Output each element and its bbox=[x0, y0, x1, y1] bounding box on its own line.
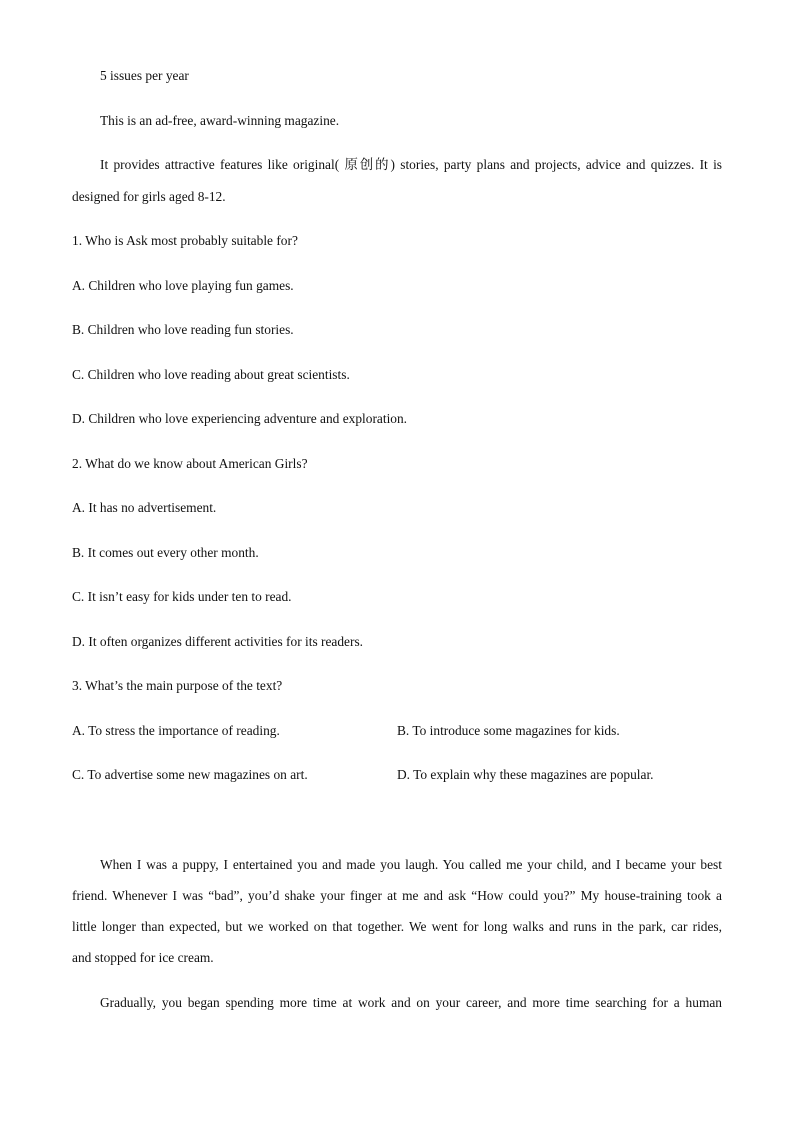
question-3-option-d: D. To explain why these magazines are popular. bbox=[397, 767, 654, 782]
question-2-option-a: A. It has no advertisement. bbox=[72, 500, 217, 515]
passage-p1-line-4: and stopped for ice cream. bbox=[72, 950, 214, 965]
question-2-stem: 2. What do we know about American Girls? bbox=[72, 456, 308, 471]
passage-p1-line-3: little longer than expected, but we worked on that together. We went for long walks and runs in the park, car rides, bbox=[72, 919, 722, 934]
question-1-option-d: D. Children who love experiencing adventure and exploration. bbox=[72, 411, 408, 426]
question-1-option-a: A. Children who love playing fun games. bbox=[72, 278, 294, 293]
question-3-option-b: B. To introduce some magazines for kids. bbox=[397, 723, 620, 738]
passage-p2-line-1: Gradually, you began spending more time at work and on your career, and more time searching for a human bbox=[100, 995, 722, 1010]
passage-p1-line-2: friend. Whenever I was “bad”, you’d shake your finger at me and ask “How could you?” My house-training took a bbox=[72, 888, 722, 903]
ad-free-text: This is an ad-free, award-winning magazine. bbox=[100, 113, 340, 128]
question-1-option-b: B. Children who love reading fun stories. bbox=[72, 322, 294, 337]
question-3-option-c: C. To advertise some new magazines on art. bbox=[72, 767, 308, 782]
question-3-option-a: A. To stress the importance of reading. bbox=[72, 723, 280, 738]
question-2-option-c: C. It isn’t easy for kids under ten to read. bbox=[72, 589, 292, 604]
passage-p1-line-1: When I was a puppy, I entertained you and made you laugh. You called me your child, and I became your best bbox=[100, 857, 722, 872]
features-text-line-1: It provides attractive features like original( 原创的) stories, party plans and projects, advice and quizzes. It is bbox=[100, 157, 722, 172]
question-1-option-c: C. Children who love reading about great scientists. bbox=[72, 367, 350, 382]
question-3-stem: 3. What’s the main purpose of the text? bbox=[72, 678, 283, 693]
question-2-option-b: B. It comes out every other month. bbox=[72, 545, 259, 560]
features-text-line-2: designed for girls aged 8-12. bbox=[72, 189, 226, 204]
issues-per-year-text: 5 issues per year bbox=[100, 68, 189, 83]
question-1-stem: 1. Who is Ask most probably suitable for? bbox=[72, 233, 298, 248]
question-2-option-d: D. It often organizes different activities for its readers. bbox=[72, 634, 364, 649]
